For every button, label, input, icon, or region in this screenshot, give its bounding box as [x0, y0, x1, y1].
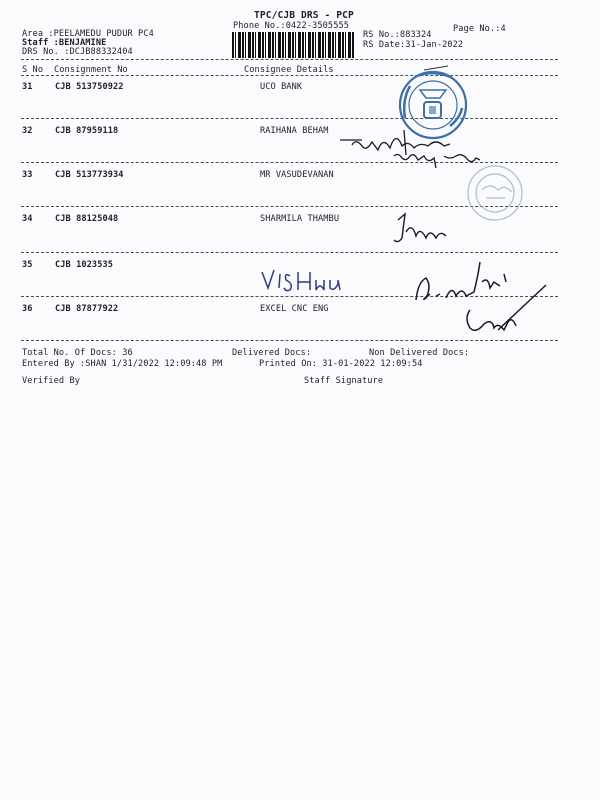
- signature-row-32: [340, 130, 480, 168]
- rs-date: RS Date:31-Jan-2022: [363, 40, 464, 50]
- row-consignee: SHARMILA THAMBU: [260, 214, 340, 224]
- row-consignee: EXCEL CNC ENG: [260, 304, 329, 314]
- printed-on: Printed On: 31-01-2022 12:09:54: [259, 359, 423, 369]
- row-consignment: CJB 87959118: [55, 126, 119, 136]
- signature-row-34: [394, 214, 446, 242]
- row-consignment: CJB 513773934: [55, 170, 124, 180]
- phone-number: Phone No.:0422-3505555: [233, 21, 350, 31]
- row-sno: 35: [22, 260, 33, 270]
- staff-label: Staff :BENJAMINE: [22, 38, 107, 48]
- row-consignment: CJB 1023535: [55, 260, 114, 270]
- delivered-docs: Delivered Docs:: [232, 348, 312, 358]
- row-consignee: UCO BANK: [260, 82, 303, 92]
- drs-number: DRS No. :DCJB88332404: [22, 47, 133, 57]
- row-sno: 32: [22, 126, 33, 136]
- rs-number: RS No.:883324: [363, 30, 432, 40]
- column-sno: S No: [22, 65, 44, 75]
- row-consignment: CJB 513750922: [55, 82, 124, 92]
- page-number: Page No.:4: [453, 24, 506, 34]
- handwritten-vishnu: [262, 270, 340, 291]
- row-sno: 36: [22, 304, 33, 314]
- column-consignment: Consignment No: [54, 65, 128, 75]
- verified-by: Verified By: [22, 376, 81, 386]
- row-sno: 31: [22, 82, 33, 92]
- row-sno: 34: [22, 214, 33, 224]
- row-consignee: MR VASUDEVANAN: [260, 170, 334, 180]
- row-consignee: RAIHANA BEHAM: [260, 126, 329, 136]
- faint-stamp-row-33: [468, 166, 522, 220]
- non-delivered-docs: Non Delivered Docs:: [369, 348, 470, 358]
- row-sno: 33: [22, 170, 33, 180]
- document-title: TPC/CJB DRS - PCP: [254, 10, 354, 21]
- row-consignment: CJB 88125048: [55, 214, 119, 224]
- signature-row-35-36: [416, 262, 546, 330]
- total-docs: Total No. Of Docs: 36: [22, 348, 133, 358]
- staff-signature-label: Staff Signature: [304, 376, 384, 386]
- area-label: Area :PEELAMEDU PUDUR PC4: [22, 29, 154, 39]
- column-consignee: Consignee Details: [244, 65, 334, 75]
- row-consignment: CJB 87877922: [55, 304, 119, 314]
- uco-bank-stamp: [400, 66, 466, 138]
- entered-by: Entered By :SHAN 1/31/2022 12:09:48 PM: [22, 359, 223, 369]
